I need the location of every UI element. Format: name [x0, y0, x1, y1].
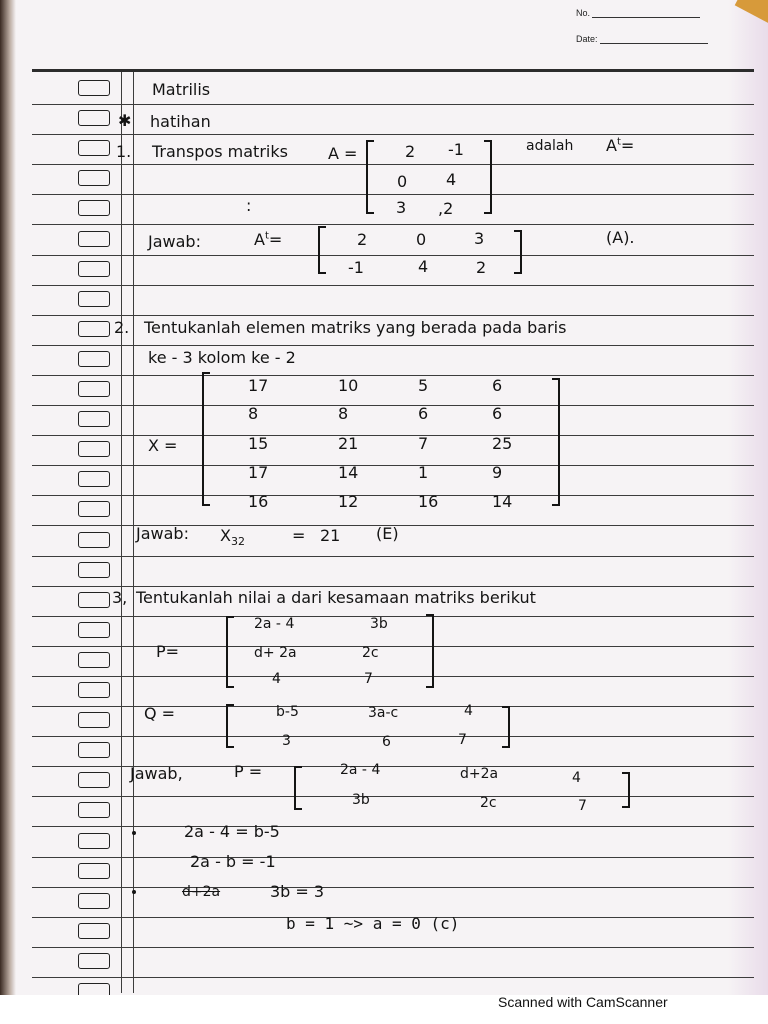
q3-answer-cell: 2c — [480, 795, 497, 811]
ruled-line — [32, 405, 754, 406]
ruled-line — [32, 375, 754, 376]
q3-answer-label: Jawab, — [130, 764, 183, 783]
ruled-line — [32, 646, 754, 647]
q1-cell: -1 — [448, 140, 464, 159]
margin-checkbox — [78, 923, 110, 939]
margin-checkbox — [78, 863, 110, 879]
ruled-line — [32, 255, 754, 256]
ruled-line — [32, 465, 754, 466]
q3-step-bullet — [132, 890, 136, 894]
q2-cell: 5 — [418, 376, 429, 395]
q1-bracket-left — [366, 140, 374, 214]
ruled-line-top — [32, 69, 754, 72]
margin-checkbox — [78, 261, 110, 277]
q3-p-cell: 3b — [370, 616, 388, 632]
q3-step-2: 2a - b = -1 — [190, 852, 276, 871]
title: Matrilis — [152, 80, 211, 99]
q2-number: 2. — [114, 318, 130, 337]
q3-answer-cell: 3b — [352, 792, 370, 808]
ruled-line — [32, 104, 754, 105]
q2-cell: 16 — [248, 492, 269, 511]
q1-answer-cell: 4 — [418, 257, 429, 276]
ruled-line — [32, 164, 754, 165]
margin-checkbox — [78, 742, 110, 758]
date-field — [576, 34, 708, 44]
q1-cell: 4 — [446, 170, 457, 189]
q2-cell: 21 — [338, 434, 359, 453]
q1-answer-cell: 2 — [476, 258, 487, 277]
margin-line-inner — [133, 71, 134, 993]
margin-checkbox — [78, 802, 110, 818]
q3-step-3: 3b = 3 — [270, 882, 325, 901]
ruled-line — [32, 495, 754, 496]
q3-step-bullet — [132, 831, 136, 835]
q1-answer-lhs: $A^t=$ — [254, 230, 283, 249]
ruled-line — [32, 796, 754, 797]
q1-answer-label: Jawab: — [148, 232, 201, 251]
ruled-line — [32, 345, 754, 346]
margin-checkbox — [78, 652, 110, 668]
q3-number: 3, — [112, 588, 128, 607]
q2-cell: 1 — [418, 463, 429, 482]
q1-answer-cell: 3 — [474, 229, 485, 248]
ruled-line — [32, 977, 754, 978]
margin-checkbox — [78, 411, 110, 427]
q1-cell: 0 — [397, 172, 408, 191]
q3-q-lhs: Q = — [144, 704, 176, 723]
q3-q-cell: 6 — [382, 734, 391, 750]
q1-answer-bracket-left — [318, 226, 326, 274]
q2-cell: 8 — [248, 404, 259, 423]
q1-cell: 2 — [405, 142, 416, 161]
q3-answer-bracket-left — [294, 766, 302, 810]
q3-q-cell: 7 — [458, 732, 467, 748]
q1-number: 1. — [116, 142, 132, 161]
q1-suffix: adalah — [526, 138, 574, 154]
q2-line1: Tentukanlah elemen matriks yang berada pada baris — [144, 318, 567, 337]
q2-cell: 16 — [418, 492, 439, 511]
q1-text: Transpos matriks — [152, 142, 288, 161]
q2-cell: 15 — [248, 434, 269, 453]
q1-answer-choice: (A). — [606, 228, 635, 247]
margin-checkbox — [78, 471, 110, 487]
margin-checkbox — [78, 592, 110, 608]
ruled-line — [32, 887, 754, 888]
ruled-line — [32, 676, 754, 677]
q3-p-cell: 4 — [272, 671, 281, 687]
q2-lhs: X = — [148, 436, 178, 455]
date-label: Date: — [576, 34, 598, 44]
q2-cell: 7 — [418, 434, 429, 453]
margin-checkbox — [78, 441, 110, 457]
q2-cell: 14 — [338, 463, 359, 482]
q3-answer-cell: d+2a — [460, 766, 499, 782]
ruled-line — [32, 435, 754, 436]
q3-p-bracket-left — [226, 616, 234, 688]
q1-answer-cell: -1 — [348, 258, 364, 277]
margin-checkbox — [78, 80, 110, 96]
q3-q-cell: b-5 — [276, 704, 299, 720]
q2-answer-choice: (E) — [376, 524, 399, 543]
q3-answer-bracket-right — [622, 772, 630, 808]
q3-answer-cell: 4 — [572, 770, 581, 786]
q3-q-bracket-left — [226, 704, 234, 748]
q2-cell: 14 — [492, 492, 513, 511]
margin-checkbox — [78, 170, 110, 186]
margin-checkbox — [78, 321, 110, 337]
q3-step-4: b = 1 ~> a = 0 (c) — [286, 914, 460, 933]
q3-p-cell: 2a - 4 — [254, 616, 295, 632]
q3-p-bracket-right — [426, 614, 434, 688]
ruled-line — [32, 857, 754, 858]
margin-checkbox — [78, 200, 110, 216]
q2-answer-eq: = — [292, 526, 306, 545]
ruled-line — [32, 947, 754, 948]
page-right-edge-shadow — [728, 0, 768, 995]
subtitle: hatihan — [150, 112, 211, 131]
q3-step-3-crossed: d+2a — [182, 884, 221, 900]
ruled-line — [32, 194, 754, 195]
margin-checkbox — [78, 140, 110, 156]
ruled-line — [32, 826, 754, 827]
q3-p-cell: d+ 2a — [254, 645, 297, 661]
q2-cell: 9 — [492, 463, 503, 482]
q1-bracket-right — [484, 140, 492, 214]
ruled-line — [32, 134, 754, 135]
q3-text: Tentukanlah nilai a dari kesamaan matriks berikut — [136, 588, 536, 607]
margin-checkbox — [78, 501, 110, 517]
margin-checkbox — [78, 953, 110, 969]
q2-cell: 25 — [492, 434, 513, 453]
margin-checkbox — [78, 833, 110, 849]
margin-checkbox — [78, 291, 110, 307]
q3-answer-cell: 2a - 4 — [340, 762, 381, 778]
q1-colon: : — [246, 196, 252, 215]
no-line — [592, 9, 700, 18]
ruled-line — [32, 736, 754, 737]
q2-line2: ke - 3 kolom ke - 2 — [148, 348, 296, 367]
ruled-line — [32, 586, 754, 587]
q3-p-cell: 2c — [362, 645, 379, 661]
q1-target: $A^t=$ — [606, 136, 635, 155]
ruled-line — [32, 224, 754, 225]
no-label: No. — [576, 8, 591, 18]
q1-answer-cell: 2 — [357, 230, 368, 249]
q2-bracket-right — [552, 378, 560, 506]
q3-q-bracket-right — [502, 706, 510, 748]
q1-answer-cell: 0 — [416, 230, 427, 249]
q2-answer-label: Jawab: — [136, 524, 189, 543]
margin-checkbox — [78, 983, 110, 995]
margin-checkbox — [78, 110, 110, 126]
q1-answer-bracket-right — [514, 230, 522, 274]
margin-checkbox — [78, 893, 110, 909]
q3-q-cell: 3a-c — [368, 705, 399, 721]
q1-lhs: A = — [328, 144, 358, 163]
margin-checkbox — [78, 682, 110, 698]
star-mark: ✱ — [118, 111, 132, 130]
margin-checkbox — [78, 712, 110, 728]
q3-answer-lhs: P = — [234, 762, 263, 781]
q2-cell: 12 — [338, 492, 359, 511]
q2-bracket-left — [202, 372, 210, 506]
q3-answer-cell: 7 — [578, 798, 587, 814]
q2-answer-value: 21 — [320, 526, 341, 545]
q2-cell: 6 — [492, 376, 503, 395]
no-field — [576, 8, 700, 18]
margin-checkbox — [78, 351, 110, 367]
q3-p-lhs: P= — [156, 642, 180, 661]
q2-cell: 6 — [492, 404, 503, 423]
q3-q-cell: 3 — [282, 733, 291, 749]
q1-cell: 3 — [396, 198, 407, 217]
page-left-edge-shadow — [0, 0, 16, 995]
ruled-line — [32, 616, 754, 617]
margin-checkbox — [78, 562, 110, 578]
q3-p-cell: 7 — [364, 671, 373, 687]
q2-cell: 8 — [338, 404, 349, 423]
margin-checkbox — [78, 381, 110, 397]
margin-checkbox — [78, 772, 110, 788]
margin-checkbox — [78, 231, 110, 247]
date-line — [600, 35, 708, 44]
q2-cell: 6 — [418, 404, 429, 423]
q3-step-1: 2a - 4 = b-5 — [184, 822, 280, 841]
ruled-line — [32, 285, 754, 286]
q3-q-cell: 4 — [464, 703, 473, 719]
scanner-watermark: Scanned with CamScanner — [498, 994, 668, 1010]
q2-cell: 17 — [248, 463, 269, 482]
q2-answer-expr: $X_{32}$ — [220, 526, 245, 549]
ruled-line — [32, 315, 754, 316]
q2-cell: 17 — [248, 376, 269, 395]
margin-line — [121, 71, 122, 993]
q2-cell: 10 — [338, 376, 359, 395]
ruled-line — [32, 556, 754, 557]
margin-checkbox — [78, 622, 110, 638]
margin-checkbox — [78, 532, 110, 548]
q1-cell: ,2 — [438, 199, 454, 218]
